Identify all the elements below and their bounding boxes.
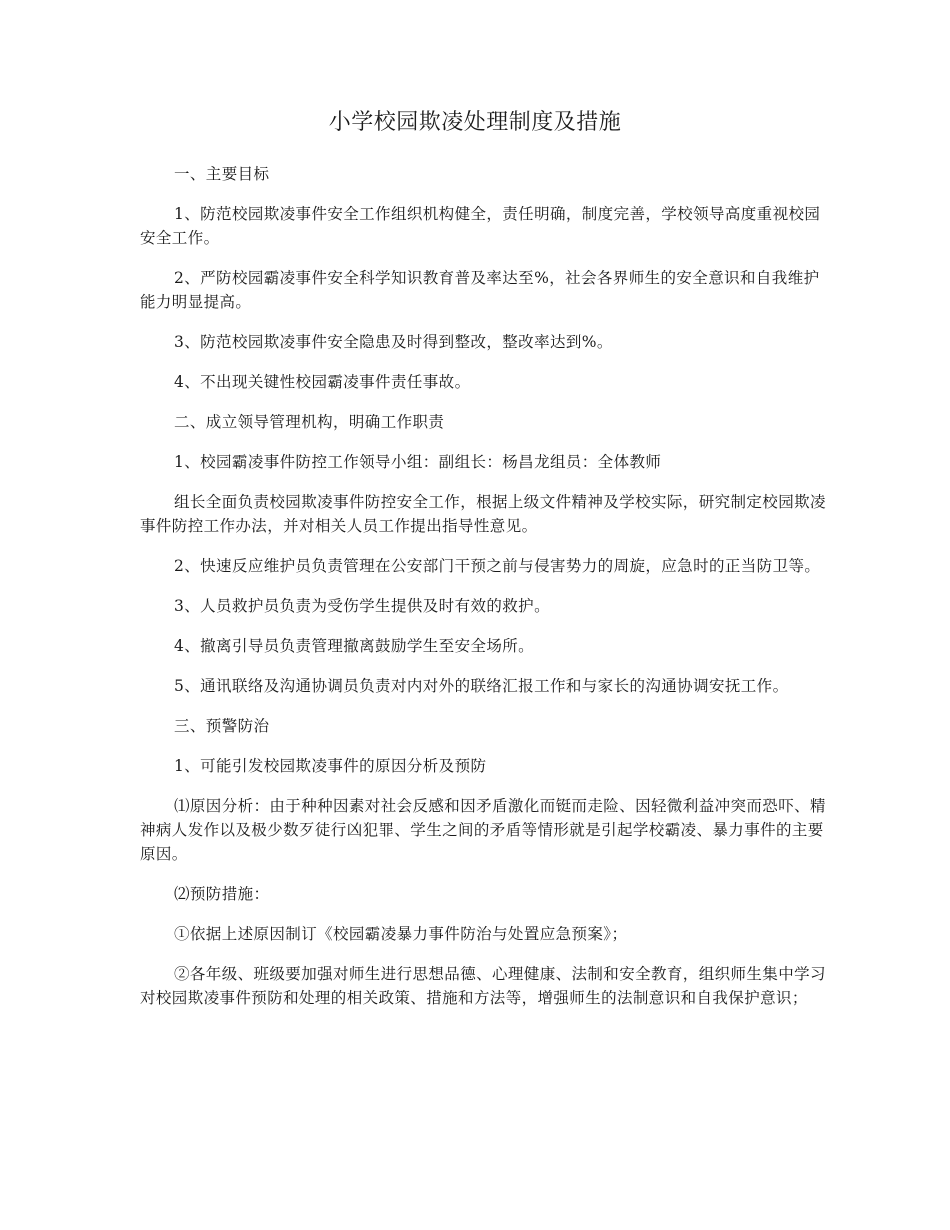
paragraph: ②各年级、班级要加强对师生进行思想品德、心理健康、法制和安全教育，组织师生集中学习对校园欺凌事件预防和处理的相关政策、措施和方法等，增强师生的法制意识和自我保护意识； [140, 965, 826, 1007]
paragraph: 组长全面负责校园欺凌事件防控安全工作，根据上级文件精神及学校实际，研究制定校园欺凌事件防控工作办法，并对相关人员工作提出指导性意见。 [140, 493, 826, 535]
document-body [140, 162, 830, 1026]
paragraph: ⑵预防措施： [174, 885, 270, 903]
paragraph: ⑴原因分析：由于种种因素对社会反感和因矛盾激化而铤而走险、因轻微利益冲突而恐吓、精神病人发作以及极少数歹徒行凶犯罪、学生之间的矛盾等情形就是引起学校霸凌、暴力事件的主要原因。 [140, 797, 826, 863]
section-heading-goals: 一、主要目标 [174, 165, 270, 183]
paragraph: 4、撤离引导员负责管理撤离鼓励学生至安全场所。 [174, 637, 535, 655]
paragraph: 1、防范校园欺凌事件安全工作组织机构健全，责任明确，制度完善，学校领导高度重视校园安全工作。 [140, 205, 821, 247]
paragraph: 1、校园霸凌事件防控工作领导小组：副组长：杨昌龙组员：全体教师 [174, 453, 662, 471]
paragraph: 4、不出现关键性校园霸凌事件责任事故。 [174, 373, 471, 391]
paragraph: ①依据上述原因制订《校园霸凌暴力事件防治与处置应急预案》； [174, 925, 628, 943]
paragraph: 2、严防校园霸凌事件安全科学知识教育普及率达至%，社会各界师生的安全意识和自我维护能力明显提高。 [140, 269, 820, 311]
paragraph: 3、防范校园欺凌事件安全隐患及时得到整改，整改率达到%。 [174, 333, 613, 351]
paragraph: 3、人员救护员负责为受伤学生提供及时有效的救护。 [174, 597, 550, 615]
paragraph: 2、快速反应维护员负责管理在公安部门干预之前与侵害势力的周旋，应急时的正当防卫等。 [174, 557, 821, 575]
section-heading-prevention: 三、预警防治 [174, 717, 270, 735]
document-title: 小学校园欺凌处理制度及措施 [328, 110, 622, 135]
paragraph: 1、可能引发校园欺凌事件的原因分析及预防 [174, 757, 487, 775]
section-heading-organization: 二、成立领导管理机构，明确工作职责 [174, 413, 445, 431]
paragraph: 5、通讯联络及沟通协调员负责对内对外的联络汇报工作和与家长的沟通协调安抚工作。 [174, 677, 789, 695]
